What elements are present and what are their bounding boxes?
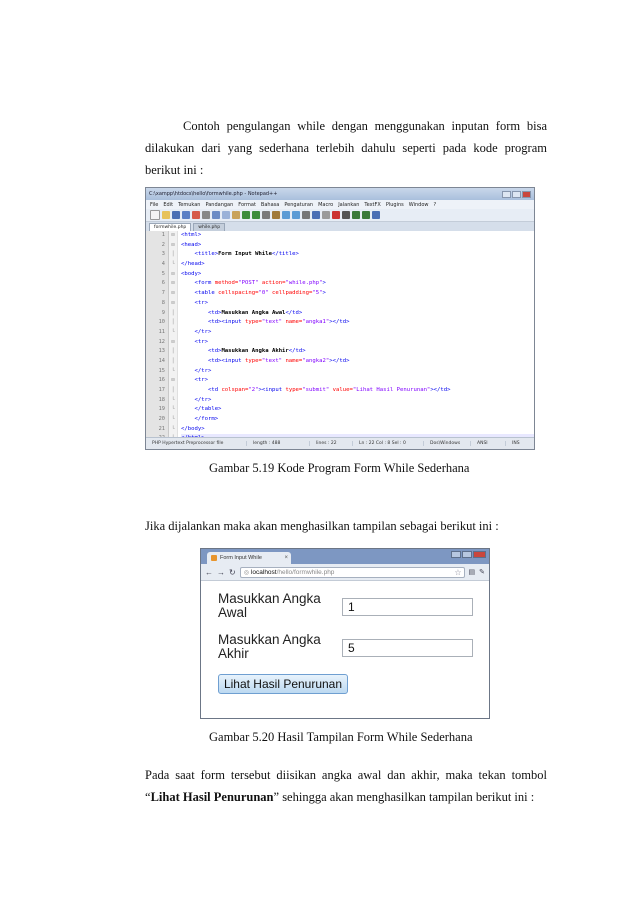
- fold-line-icon: │: [171, 348, 175, 355]
- save-macro-icon[interactable]: [372, 211, 380, 219]
- code-line: </body>: [181, 425, 205, 432]
- code-line: <td>Masukkan Angka Awal</td>: [207, 309, 303, 316]
- wrap-icon[interactable]: [312, 211, 320, 219]
- fold-minus-icon[interactable]: ⊟: [171, 299, 175, 306]
- replace-icon[interactable]: [272, 211, 280, 219]
- end-number-input[interactable]: 5: [342, 639, 473, 657]
- sync-icon[interactable]: [302, 211, 310, 219]
- label-end-line-2: Akhir: [218, 646, 249, 661]
- closing-button-name: Lihat Hasil Penurunan: [150, 790, 274, 804]
- bookmark-star-icon[interactable]: ☆: [454, 567, 462, 577]
- run-macro-icon[interactable]: [362, 211, 370, 219]
- fold-line-icon: │: [171, 387, 175, 393]
- line-number: 18: [158, 396, 165, 403]
- run-paragraph: Jika dijalankan maka akan menghasilkan tampilan sebagai berikut ini :: [145, 519, 499, 533]
- cut-icon[interactable]: [212, 211, 220, 219]
- status-length: length : 488: [247, 441, 310, 446]
- line-number: 14: [158, 357, 165, 364]
- close-icon[interactable]: [473, 551, 486, 558]
- record-macro-icon[interactable]: [332, 211, 340, 219]
- forward-icon[interactable]: →: [217, 567, 225, 577]
- fold-end-icon: └: [171, 261, 175, 268]
- save-icon[interactable]: [172, 211, 180, 219]
- indent-guide-icon[interactable]: [322, 211, 330, 219]
- line-number: 11: [158, 328, 165, 335]
- close-file-icon[interactable]: [192, 211, 200, 219]
- menu-item[interactable]: Window: [408, 201, 429, 208]
- figure-caption-browser: Gambar 5.20 Hasil Tampilan Form While Sederhana: [209, 730, 473, 744]
- editor-title: C:\xampp\htdocs\hello\formwhile.php - Notepad++: [149, 191, 278, 197]
- closing-text-before: Pada saat form tersebut diisikan angka awal dan akhir, maka tekan tombol “: [145, 768, 547, 804]
- fold-line-icon: │: [171, 251, 175, 258]
- stop-macro-icon[interactable]: [342, 211, 350, 219]
- menu-item[interactable]: Macro: [318, 201, 334, 208]
- label-start-line-2: Awal: [218, 605, 248, 620]
- line-number: 8: [161, 299, 165, 306]
- maximize-icon[interactable]: [512, 191, 521, 198]
- tab-while[interactable]: while.php: [193, 223, 225, 231]
- browser-tab[interactable]: [207, 552, 291, 564]
- fold-end-icon: └: [171, 396, 175, 403]
- line-number: 1: [161, 232, 165, 238]
- closing-text-after: ” sehingga akan menghasilkan tampilan berikut ini :: [273, 790, 535, 804]
- fold-minus-icon[interactable]: ⊟: [171, 338, 175, 345]
- code-line: </tr>: [194, 328, 212, 335]
- line-number: 19: [158, 406, 165, 413]
- code-line: <td><input type="text" name="angka2"></td>: [207, 357, 350, 364]
- close-icon[interactable]: [522, 191, 531, 198]
- play-macro-icon[interactable]: [352, 211, 360, 219]
- code-line: <body>: [181, 270, 202, 277]
- print-icon[interactable]: [202, 211, 210, 219]
- fold-minus-icon[interactable]: ⊟: [171, 241, 175, 248]
- page-icon: ◎: [243, 569, 249, 576]
- menu-item[interactable]: Temukan: [178, 201, 201, 208]
- status-mode: INS: [512, 441, 520, 446]
- open-file-icon[interactable]: [162, 211, 170, 219]
- code-line: </tr>: [194, 367, 212, 374]
- fold-minus-icon[interactable]: ⊟: [171, 232, 175, 238]
- line-number: 6: [161, 280, 165, 287]
- editor-title-bar: [146, 188, 534, 200]
- line-number-gutter: [146, 231, 169, 438]
- back-icon[interactable]: ←: [205, 567, 213, 577]
- code-line: <td><input type="text" name="angka1"></td>: [207, 319, 350, 326]
- new-file-icon[interactable]: [150, 210, 160, 220]
- browser-toolbar: [201, 564, 489, 581]
- menu-item[interactable]: File: [150, 201, 159, 208]
- fold-minus-icon[interactable]: ⊟: [171, 280, 175, 287]
- line-number: 16: [158, 377, 165, 384]
- label-start: [218, 592, 321, 620]
- line-number: 3: [161, 251, 165, 258]
- line-number: 2: [161, 241, 165, 248]
- fold-end-icon: └: [171, 406, 175, 413]
- page-content: [201, 581, 489, 718]
- code-line: <table cellspacing="0" cellpadding="5">: [194, 290, 326, 297]
- menu-item[interactable]: Jalankan: [338, 201, 360, 208]
- code-line: </tr>: [194, 396, 212, 403]
- start-number-input[interactable]: 1: [342, 598, 473, 616]
- window-controls: [451, 551, 486, 558]
- maximize-icon[interactable]: [462, 551, 472, 558]
- address-bar[interactable]: [240, 567, 465, 578]
- intro-paragraph: Contoh pengulangan while dengan menggunakan inputan form bisa dilakukan dari yang sederhana terlebih dahulu seperti pada kode program berikut ini :: [145, 119, 547, 177]
- fold-margin: [169, 231, 178, 438]
- editor-area[interactable]: [146, 231, 534, 438]
- fold-minus-icon[interactable]: ⊟: [171, 377, 175, 384]
- line-number: 4: [161, 261, 165, 268]
- status-encoding: ANSI: [471, 441, 506, 446]
- line-number: 9: [161, 309, 165, 316]
- line-number: 15: [158, 367, 165, 374]
- wrench-icon[interactable]: ✎: [479, 569, 485, 576]
- fold-minus-icon[interactable]: ⊟: [171, 290, 175, 297]
- status-position: Ln : 22 Col : 8 Sel : 0: [353, 441, 424, 446]
- browser-screenshot: [200, 548, 490, 719]
- browser-tab-title: Form Input While: [220, 555, 262, 561]
- fold-end-icon: └: [171, 328, 175, 335]
- save-all-icon[interactable]: [182, 211, 190, 219]
- line-number: 12: [158, 338, 165, 345]
- menu-item[interactable]: Plugins: [385, 201, 404, 208]
- label-end: [218, 633, 321, 661]
- menu-item[interactable]: Pengaturan: [284, 201, 314, 208]
- menu-item[interactable]: Pandangan: [205, 201, 234, 208]
- minimize-icon[interactable]: [451, 551, 461, 558]
- code-line: <td>Masukkan Angka Akhir</td>: [207, 348, 306, 355]
- undo-icon[interactable]: [242, 211, 250, 219]
- fold-line-icon: │: [171, 357, 175, 364]
- code-line: <tr>: [194, 338, 208, 345]
- submit-button[interactable]: Lihat Hasil Penurunan: [218, 674, 348, 694]
- menu-item[interactable]: Format: [238, 201, 256, 208]
- code-line: <tr>: [194, 299, 208, 306]
- line-number: 17: [158, 387, 165, 393]
- code-line: </table>: [194, 406, 222, 413]
- closing-paragraph: [145, 764, 547, 808]
- code-line: <title>Form Input While</title>: [194, 251, 299, 258]
- label-end-line-1: Masukkan Angka: [218, 632, 321, 647]
- tab-formwhile[interactable]: formwhile.php: [149, 223, 191, 231]
- zoom-out-icon[interactable]: [292, 211, 300, 219]
- page-menu-icon[interactable]: ▤: [468, 569, 476, 576]
- find-icon[interactable]: [262, 211, 270, 219]
- line-number: 10: [158, 319, 165, 326]
- code-line: </head>: [181, 261, 205, 268]
- code-line: <tr>: [194, 377, 208, 384]
- url-path: /hello/formwhile.php: [276, 568, 335, 576]
- code-editor-screenshot: [145, 187, 535, 450]
- minimize-icon[interactable]: [502, 191, 511, 198]
- editor-menu-bar: [146, 200, 534, 209]
- status-lines: lines : 22: [310, 441, 353, 446]
- code-line: <html>: [181, 232, 202, 238]
- menu-item[interactable]: TextFX: [364, 201, 381, 208]
- redo-icon[interactable]: [252, 211, 260, 219]
- code-line: </form>: [194, 416, 219, 423]
- fold-end-icon: └: [171, 416, 175, 423]
- line-number: 7: [161, 290, 165, 297]
- code-line: <form method="POST" action="while.php">: [194, 280, 326, 287]
- browser-tab-bar: [201, 549, 489, 564]
- code-line: <head>: [181, 241, 202, 248]
- fold-line-icon: │: [171, 309, 175, 316]
- line-number: 20: [158, 416, 165, 423]
- fold-line-icon: │: [171, 319, 175, 326]
- status-eol: Dos\Windows: [424, 441, 471, 446]
- code-text[interactable]: [178, 231, 534, 438]
- favicon-icon: [211, 555, 217, 561]
- zoom-in-icon[interactable]: [282, 211, 290, 219]
- fold-end-icon: └: [171, 425, 175, 432]
- code-line: <td colspan="2"><input type="submit" value="Lihat Hasil Penurunan"></td>: [207, 387, 451, 393]
- menu-item[interactable]: Edit: [163, 201, 174, 208]
- editor-status-bar: [146, 437, 534, 449]
- copy-icon[interactable]: [222, 211, 230, 219]
- url-host: localhost: [250, 568, 277, 576]
- fold-minus-icon[interactable]: ⊟: [171, 270, 175, 277]
- figure-caption-code: Gambar 5.19 Kode Program Form While Sederhana: [209, 461, 470, 475]
- paste-icon[interactable]: [232, 211, 240, 219]
- editor-tab-bar: [146, 222, 534, 231]
- reload-icon[interactable]: ↻: [229, 567, 236, 577]
- editor-toolbar: [146, 209, 534, 222]
- line-number: 13: [158, 348, 165, 355]
- fold-end-icon: └: [171, 367, 175, 374]
- label-start-line-1: Masukkan Angka: [218, 591, 321, 606]
- menu-item[interactable]: ?: [433, 201, 437, 208]
- status-file-type: PHP Hypertext Preprocessor file: [146, 441, 247, 446]
- line-number: 21: [158, 425, 165, 432]
- menu-item[interactable]: Bahasa: [260, 201, 280, 208]
- tab-close-icon[interactable]: ×: [284, 555, 288, 561]
- line-number: 5: [161, 270, 165, 277]
